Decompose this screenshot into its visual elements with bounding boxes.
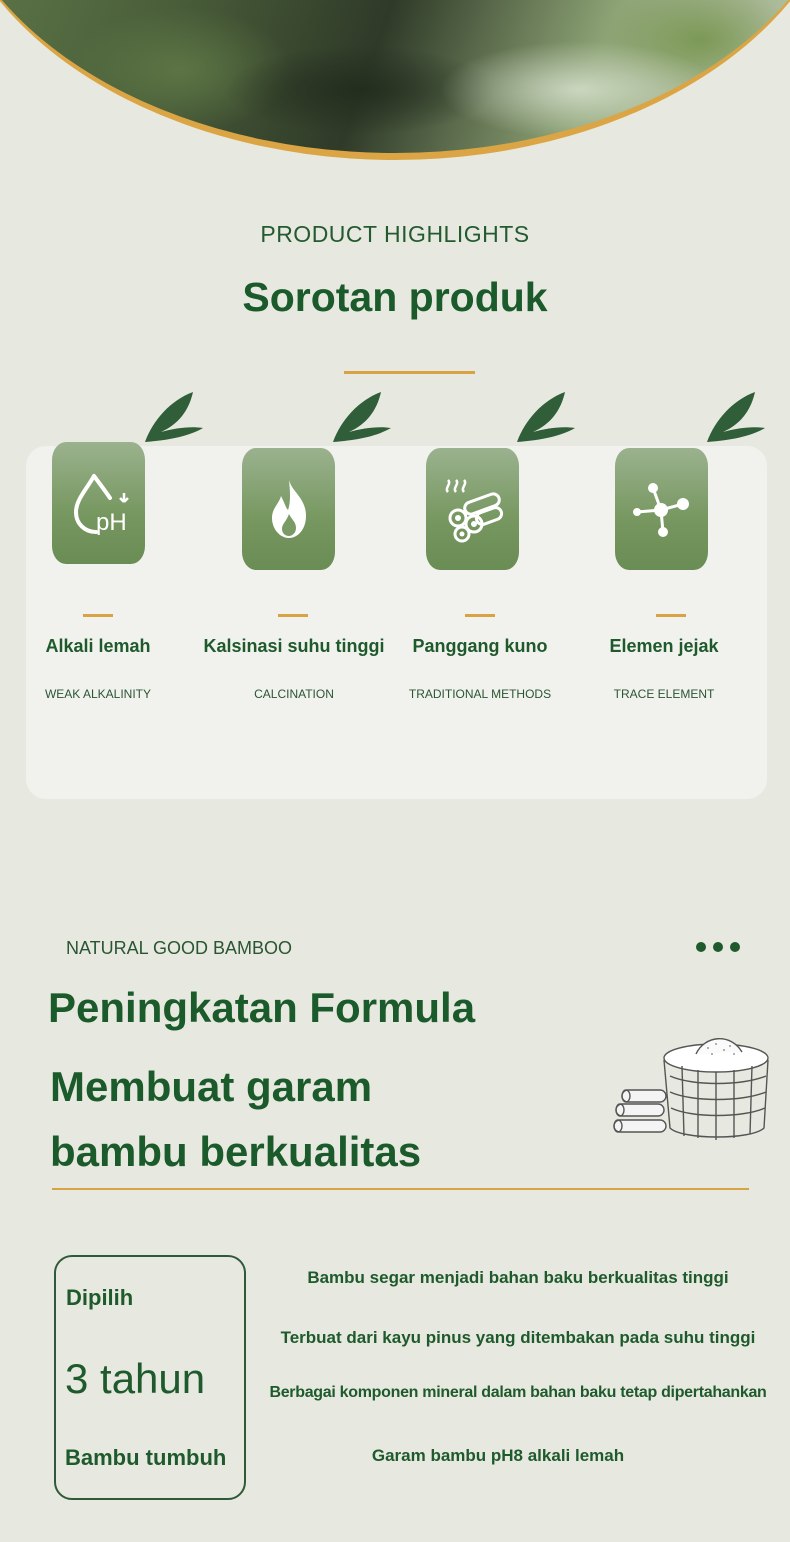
ph-drop-icon xyxy=(52,442,145,564)
bamboo-logs-icon xyxy=(426,448,519,570)
feature-label: Alkali lemah xyxy=(45,636,151,656)
box-top-text: Dipilih xyxy=(66,1285,134,1310)
feature-dash xyxy=(278,614,308,617)
highlights-eyebrow: PRODUCT HIGHLIGHTS xyxy=(260,221,530,247)
box-bottom-text: Bambu tumbuh xyxy=(65,1445,227,1470)
highlights-title: Sorotan produk xyxy=(242,274,548,320)
feature-label: Elemen jejak xyxy=(609,636,719,656)
fact-item: Terbuat dari kayu pinus yang ditembakan pada suhu tinggi xyxy=(280,1328,756,1347)
feature-weak-alkalinity xyxy=(3,390,193,710)
formula-title: Peningkatan Formula xyxy=(48,984,476,1031)
leaf-icon xyxy=(703,390,767,446)
formula-subtitle-line1: Membuat garam xyxy=(50,1063,373,1110)
molecule-icon xyxy=(615,448,708,570)
feature-sublabel: CALCINATION xyxy=(254,687,334,701)
formula-eyebrow: NATURAL GOOD BAMBOO xyxy=(66,938,293,958)
feature-label: Kalsinasi suhu tinggi xyxy=(203,636,385,656)
feature-calcination xyxy=(199,390,389,710)
bamboo-leaf-photo xyxy=(0,0,790,160)
formula-subtitle-line2: bambu berkualitas xyxy=(50,1128,422,1175)
feature-trace-element xyxy=(569,390,759,710)
more-dots-icon xyxy=(696,942,740,952)
growth-years-box xyxy=(54,1255,246,1500)
bamboo-salt-basket-illustration xyxy=(612,1028,774,1146)
feature-sublabel: WEAK ALKALINITY xyxy=(44,687,152,701)
box-years-value: 3 tahun xyxy=(65,1355,206,1402)
title-divider xyxy=(344,371,475,374)
svg-text:pH: pH xyxy=(95,509,127,536)
feature-dash xyxy=(465,614,495,617)
fact-item: Garam bambu pH8 alkali lemah xyxy=(371,1446,625,1465)
flame-icon xyxy=(242,448,335,570)
feature-dash xyxy=(83,614,113,617)
feature-sublabel: TRACE ELEMENT xyxy=(613,687,715,701)
fact-item: Berbagai komponen mineral dalam bahan baku tetap dipertahankan xyxy=(269,1384,767,1401)
leaf-icon xyxy=(141,390,205,446)
hero-image xyxy=(0,0,790,160)
leaf-icon xyxy=(329,390,393,446)
facts-list xyxy=(246,1255,790,1500)
feature-dash xyxy=(656,614,686,617)
feature-label: Panggang kuno xyxy=(412,636,548,656)
feature-traditional-methods xyxy=(385,390,575,710)
section-divider xyxy=(52,1188,749,1190)
fact-item: Bambu segar menjadi bahan baku berkualitas tinggi xyxy=(307,1268,729,1287)
leaf-icon xyxy=(513,390,577,446)
feature-sublabel: TRADITIONAL METHODS xyxy=(408,687,552,701)
